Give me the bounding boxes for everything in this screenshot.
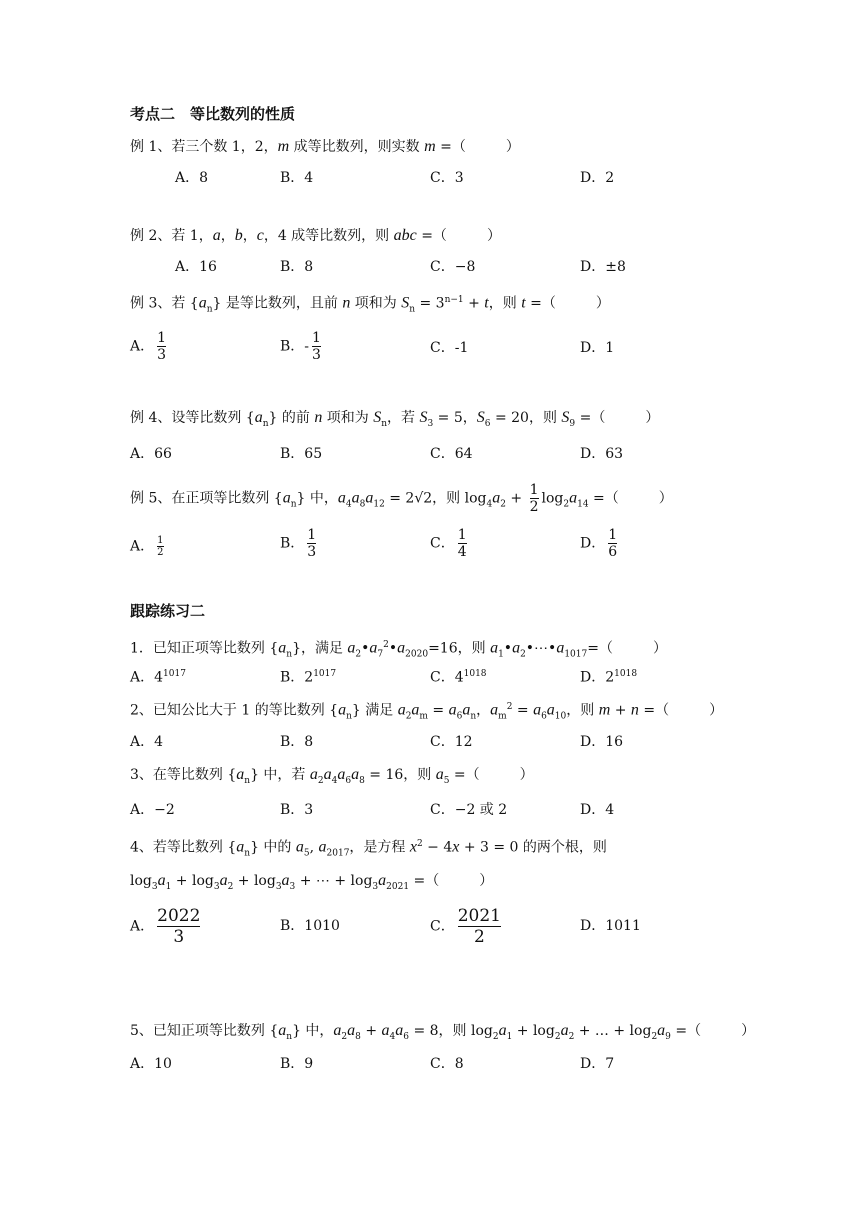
example-5-option-a: A． $\frac{1}{2}$ [130,535,164,558]
example-4-option-b: B．65 [280,446,323,462]
section-heading-2: 跟踪练习二 [130,602,206,620]
example-2-option-a: A．16 [175,259,217,275]
practice-3-option-b: B．3 [280,802,314,818]
example-1-option-b: B．4 [280,170,314,186]
practice-4-option-b: B．1010 [280,918,340,934]
practice-4-option-a: A． $\frac{2022}{3}$ [130,906,201,947]
example-1-question: 例 1、若三个数 1，2，m 成等比数列，则实数 m =（ ） [130,138,520,155]
example-2-option-c: C．−8 [430,259,476,275]
example-3-option-a: A． $\frac{1}{3}$ [130,330,167,363]
practice-2-option-b: B．8 [280,734,314,750]
example-1-option-c: C．3 [430,170,464,186]
example-3-option-b: B．- $\frac{1}{3}$ [280,330,321,363]
practice-3-option-d: D．4 [580,802,615,818]
practice-2-option-c: C．12 [430,734,473,750]
practice-1-option-d: D．$2^{1018}$ [580,669,638,686]
practice-4-question: 4、若等比数列 $\{a_n\}$ 中的 $a_5$, $a_{2017}$，是方程 $x^2 - 4x + 3 = 0$ 的两个根，则 [130,838,607,859]
practice-5-option-d: D．7 [580,1056,615,1072]
practice-2-question: 2、已知公比大于 1 的等比数列 $\{a_n\}$ 满足 $a_2a_m = a_6a_n$，$a_m^2 = a_6a_{10}$，则 m + n =（ ） [130,701,724,722]
example-4-option-a: A．66 [130,446,172,462]
example-4-option-c: C．64 [430,446,473,462]
practice-1-option-c: C．$4^{1018}$ [430,669,487,686]
example-2-option-b: B．8 [280,259,314,275]
example-4-question: 例 4、设等比数列 $\{a_n\}$ 的前 n 项和为 $S_n$，若 $S_3 = 5$，$S_6 = 20$，则 $S_9$ =（ ） [130,409,660,429]
practice-2-option-a: A．4 [130,734,164,750]
example-3-option-c: C．-1 [430,340,469,356]
practice-5-question: 5、已知正项等比数列 $\{a_n\}$ 中，$a_2a_8 + a_4a_6 = 8$，则 $\log_2a_1 + \log_2a_2$ + … + $\log_2a_9$ =（ ） [130,1022,756,1042]
practice-2-option-d: D．16 [580,734,624,750]
example-1-option-d: D．2 [580,170,615,186]
practice-1-option-a: A．$4^{1017}$ [130,669,186,686]
practice-3-option-a: A．−2 [130,802,175,818]
example-5-option-b: B． $\frac{1}{3}$ [280,527,317,560]
practice-1-option-b: B．$2^{1017}$ [280,669,337,686]
example-3-option-d: D．1 [580,340,615,356]
practice-4-question-line-2: $\log_3a_1 + \log_3a_2 + \log_3a_3$ + ⋯ + $\log_3a_{2021}$ =（ ） [130,872,494,892]
practice-3-question: 3、在等比数列 $\{a_n\}$ 中，若 $a_2a_4a_6a_8 = 16$，则 $a_5$ =（ ） [130,766,534,786]
practice-5-option-a: A．10 [130,1056,172,1072]
practice-4-option-c: C． $\frac{2021}{2}$ [430,906,501,947]
example-2-option-d: D．±8 [580,259,626,275]
example-5-question: 例 5、在正项等比数列 $\{a_n\}$ 中，$a_4a_8a_{12} = 2√2$，则 $\log_4a_2$ + $\frac{1}{2}$ $\log_2a_{14}$ =（ ） [130,482,673,515]
example-3-question: 例 3、若 $\{a_n\}$ 是等比数列，且前 n 项和为 $S_n = 3^{n-1} + t$，则 t =（ ） [130,294,610,315]
practice-1-question: 1．已知正项等比数列 $\{a_n\}$，满足 $a_2•a_7^2•a_{2020}=16$，则 $a_1•a_2•\cdots•a_{1017}=$（ ） [130,639,667,660]
example-5-option-d: D． $\frac{1}{6}$ [580,527,618,560]
practice-5-option-c: C．8 [430,1056,464,1072]
example-2-question: 例 2、若 1，a，b，c，4 成等比数列，则 abc =（ ） [130,227,501,244]
example-1-option-a: A．8 [175,170,209,186]
example-4-option-d: D．63 [580,446,624,462]
section-heading-1: 考点二 等比数列的性质 [130,105,296,123]
practice-3-option-c: C．−2 或 2 [430,802,508,818]
practice-4-option-d: D．1011 [580,918,641,934]
example-5-option-c: C． $\frac{1}{4}$ [430,527,467,560]
practice-5-option-b: B．9 [280,1056,314,1072]
